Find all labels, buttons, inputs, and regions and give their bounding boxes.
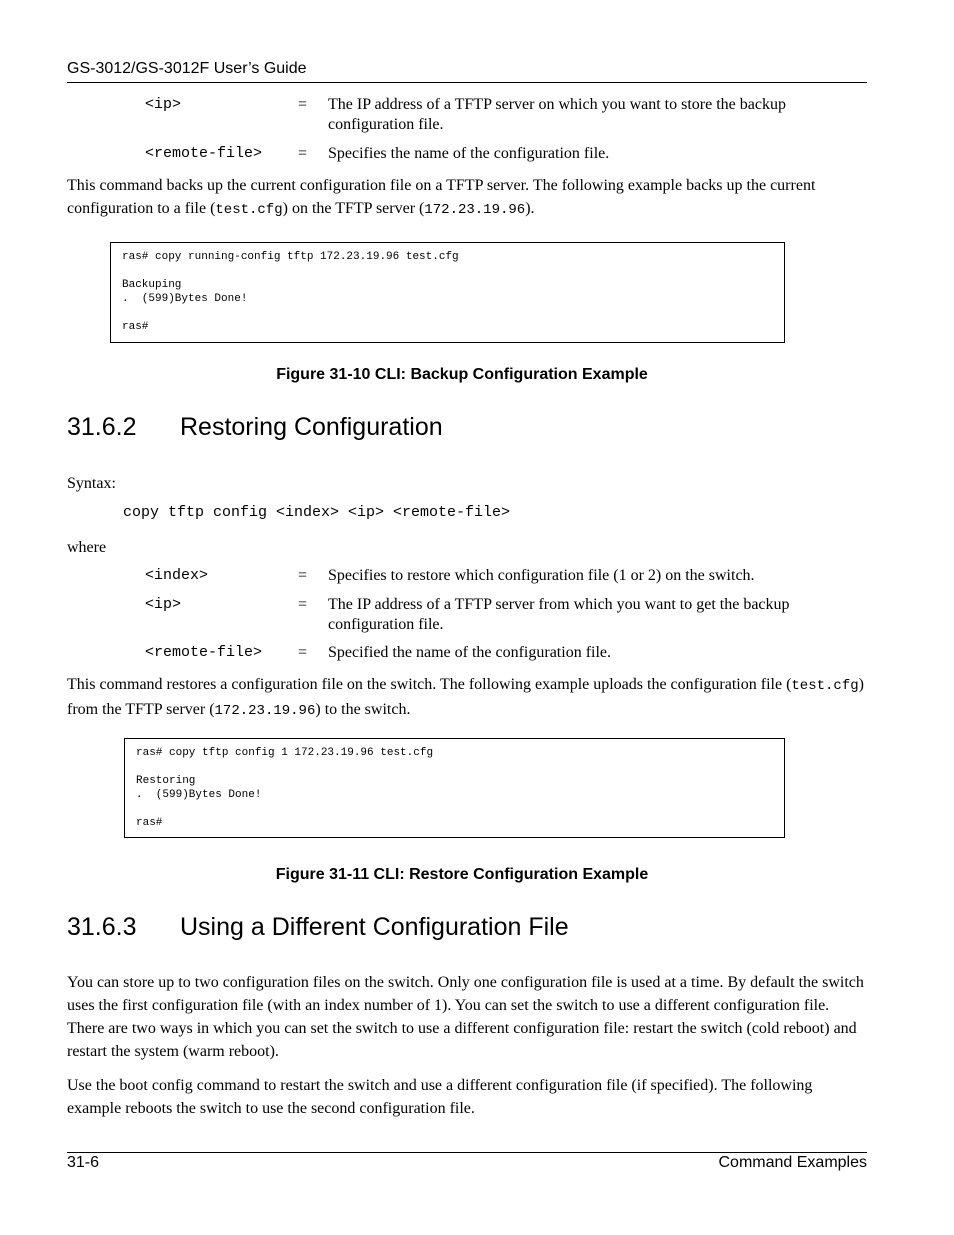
chapter-title: Command Examples: [718, 1154, 867, 1171]
restore-intro-text: This command restores a configuration file on the switch. The following example uploads the configuration file (: [67, 676, 792, 693]
figure-caption: Figure 31-11 CLI: Restore Configuration Example: [275, 866, 649, 883]
section-heading: [67, 913, 569, 942]
param-description: The IP address of a TFTP server on which you want to store the backup configuration file.: [328, 96, 786, 133]
param-equals: =: [298, 596, 308, 613]
restore-intro-text: ) from the TFTP server (: [67, 676, 864, 718]
param-name: <ip>: [145, 596, 182, 613]
section-heading: [67, 413, 443, 442]
param-equals: =: [298, 96, 308, 113]
where-label: where: [67, 539, 107, 556]
backup-file-name: test.cfg: [215, 202, 283, 218]
restore-server-ip: 172.23.19.96: [214, 703, 316, 719]
param-description: Specified the name of the configuration file.: [328, 644, 612, 661]
backup-intro-text: This command backs up the current configuration file on a TFTP server. The following example backs up the current configuration to a file (: [67, 177, 816, 217]
running-header-title: GS-3012/GS-3012F User’s Guide: [67, 60, 307, 77]
param-description: The IP address of a TFTP server from which you want to get the backup configuration file.: [328, 596, 790, 633]
restore-code-box: [124, 738, 785, 838]
backup-code-listing: ras# copy running-config tftp 172.23.19.96 test.cfg Backuping . (599)Bytes Done! ras#: [122, 251, 459, 333]
figure-caption: Figure 31-10 CLI: Backup Configuration Example: [276, 366, 648, 383]
param-equals: =: [298, 644, 308, 661]
syntax-label: Syntax:: [67, 475, 116, 492]
param-equals: =: [298, 567, 308, 584]
section-number: 31.6.3: [67, 913, 137, 941]
section-title: Restoring Configuration: [180, 413, 443, 441]
body-paragraph: You can store up to two configuration files on the switch. Only one configuration file is used at a time. By default the switch uses the first configuration file (with an index number of 1). You can set the switch to use a different configuration file. There are two ways in which you can set the switch to use a different configuration file: restart the switch (cold reboot) and restart the system (warm reboot).: [67, 974, 864, 1060]
footer-rule: [67, 1152, 867, 1153]
backup-intro-text: ).: [525, 200, 535, 217]
param-name: <index>: [145, 567, 209, 584]
param-description: Specifies the name of the configuration file.: [328, 145, 610, 162]
page-number: 31-6: [67, 1154, 100, 1171]
param-name: <ip>: [145, 96, 182, 113]
section-number: 31.6.2: [67, 413, 137, 441]
section-title: Using a Different Configuration File: [180, 913, 569, 941]
restore-file-name: test.cfg: [791, 678, 859, 694]
param-name: <remote-file>: [145, 644, 263, 661]
backup-server-ip: 172.23.19.96: [424, 202, 526, 218]
param-name: <remote-file>: [145, 145, 263, 162]
restore-intro-paragraph: [67, 673, 867, 723]
backup-code-box: [110, 242, 785, 343]
param-description: Specifies to restore which configuration file (1 or 2) on the switch.: [328, 567, 755, 584]
body-paragraph: Use the boot config command to restart the switch and use a different configuration file (if specified). The following example reboots the switch to use the second configuration file.: [67, 1077, 813, 1117]
backup-intro-paragraph: [67, 174, 867, 222]
syntax-command: copy tftp config <index> <ip> <remote-file>: [123, 504, 511, 521]
backup-intro-text: ) on the TFTP server (: [282, 200, 425, 217]
param-equals: =: [298, 145, 308, 162]
header-rule: [67, 82, 867, 83]
restore-intro-text: ) to the switch.: [315, 701, 411, 718]
restore-code-listing: ras# copy tftp config 1 172.23.19.96 test.cfg Restoring . (599)Bytes Done! ras#: [136, 747, 434, 829]
